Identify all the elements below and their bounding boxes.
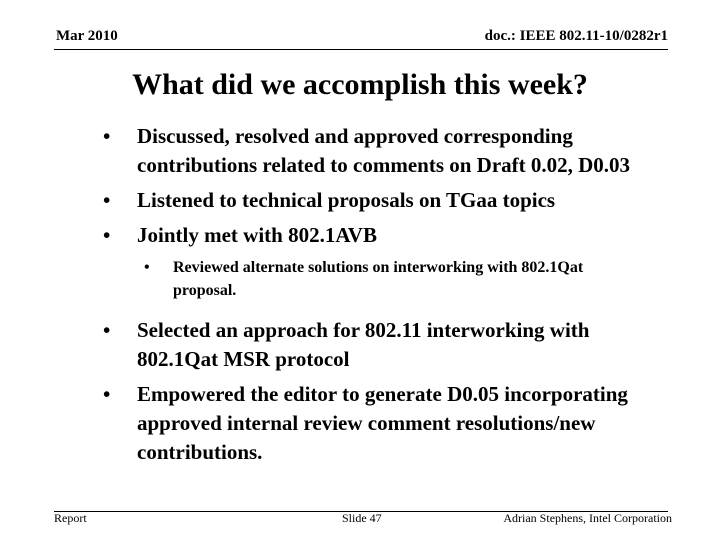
bullet-text: Listened to technical proposals on TGaa topics <box>137 188 556 212</box>
bullet-text: Discussed, resolved and approved corresponding contributions related to comments on Draft 0.02, D0.03 <box>137 124 631 177</box>
bullet-item <box>0 221 720 250</box>
bullet-item <box>0 380 720 467</box>
header-doc-id: doc.: IEEE 802.11-10/0282r1 <box>484 28 668 44</box>
bullet-glyph: • <box>103 124 111 148</box>
sub-bullet-item <box>0 256 720 302</box>
bullet-item <box>0 316 720 374</box>
footer-left: Report <box>54 511 87 525</box>
bullet-item <box>0 122 720 180</box>
header-date: Mar 2010 <box>56 28 118 44</box>
sub-bullet-text: Reviewed alternate solutions on interworking with 802.1Qat proposal. <box>173 259 584 299</box>
bullet-text: Empowered the editor to generate D0.05 incorporating approved internal review comment resolutions/new contributions. <box>137 382 628 464</box>
footer-author: Adrian Stephens, Intel Corporation <box>503 511 672 525</box>
bullet-glyph: • <box>103 188 111 212</box>
slide-title: What did we accomplish this week? <box>132 68 588 101</box>
bullet-text: Jointly met with 802.1AVB <box>137 223 377 247</box>
bullet-item <box>0 186 720 215</box>
bullet-glyph: • <box>103 318 111 342</box>
sub-bullet-glyph: • <box>144 259 150 276</box>
header-rule <box>54 49 668 50</box>
bullet-list <box>0 122 720 467</box>
footer-slide-number: Slide 47 <box>342 511 382 525</box>
bullet-glyph: • <box>103 382 111 406</box>
bullet-glyph: • <box>103 223 111 247</box>
bullet-text: Selected an approach for 802.11 interworking with 802.1Qat MSR protocol <box>137 318 590 371</box>
